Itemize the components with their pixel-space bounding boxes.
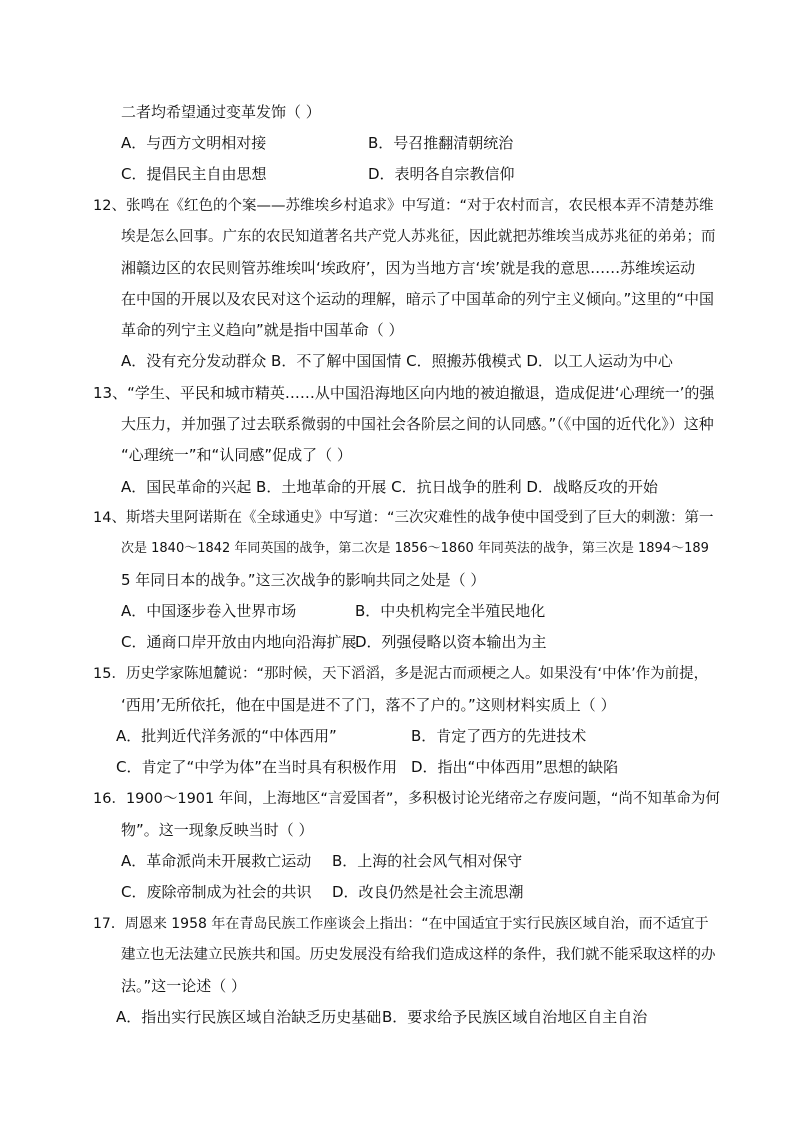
- q11-option-b: B．号召推翻清朝统治: [368, 134, 514, 152]
- q16-option-c: C．废除帝制成为社会的共识: [121, 883, 312, 901]
- q14-stem-line3: 5 年同日本的战争。”这三次战争的影响共同之处是（ ）: [121, 571, 486, 589]
- q14-option-b: B．中央机构完全半殖民地化: [355, 602, 546, 620]
- q15-option-b: B．肯定了西方的先进技术: [411, 727, 587, 745]
- q16-stem-line1: 16．1900～1901 年间，上海地区“言爱国者”，多积极讨论光绪帝之存废问题，“尚不知革命为何: [93, 791, 720, 807]
- q17-stem-line1: 17．周恩来 1958 年在青岛民族工作座谈会上指出：“在中国适宜于实行民族区域自治，而不适宜于: [93, 916, 709, 932]
- q17-stem-line2: 建立也无法建立民族共和国。历史发展没有给我们造成这样的条件，我们就不能采取这样的办: [121, 947, 716, 963]
- q17-option-b: B．要求给予民族区域自治地区自主自治: [382, 1008, 648, 1026]
- q14-option-a: A．中国逐步卷入世界市场: [121, 602, 297, 620]
- q14-option-d: D．列强侵略以资本输出为主: [355, 633, 547, 651]
- q14-stem-line2: 次是 1840～1842 年同英国的战争，第二次是 1856～1860 年同英法的战争，第三次是 1894～189: [121, 541, 709, 556]
- q13-stem-line3: “心理统一”和“认同感”促成了（ ）: [121, 446, 352, 464]
- q14-stem-line1: 14、斯塔夫里阿诺斯在《全球通史》中写道：“三次灾难性的战争使中国受到了巨大的刺激：第一: [93, 510, 714, 526]
- q11-stem-tail: 二者均希望通过变革发饰（ ）: [121, 103, 321, 121]
- q16-stem-line2: 物”。这一现象反映当时（ ）: [121, 821, 314, 839]
- q16-option-a: A．革命派尚未开展救亡运动: [121, 852, 312, 870]
- q15-option-a: A．批判近代洋务派的“中体西用”: [116, 727, 337, 745]
- q12-stem-line2: 埃是怎么回事。广东的农民知道著名共产党人苏兆征，因此就把苏维埃当成苏兆征的弟弟；而: [121, 229, 716, 245]
- q12-stem-line1: 12、张鸣在《红色的个案——苏维埃乡村追求》中写道：“对于农村而言，农民根本弄不清楚苏维: [93, 198, 714, 214]
- q12-stem-line5: 革命的列宁主义趋向”就是指中国革命（ ）: [121, 321, 404, 339]
- q15-stem-line1: 15．历史学家陈旭麓说：“那时候，天下滔滔，多是泥古而顽梗之人。如果没有‘中体’作为前提，: [93, 666, 709, 682]
- q15-stem-line2: ‘西用’无所依托，他在中国是进不了门，落不了户的。”这则材料实质上（ ）: [121, 696, 616, 714]
- q14-option-c: C．通商口岸开放由内地向沿海扩展: [121, 633, 357, 651]
- q15-option-c: C．肯定了“中学为体”在当时具有积极作用: [116, 758, 398, 776]
- q13-options: A．国民革命的兴起 B．土地革命的开展 C．抗日战争的胜利 D．战略反攻的开始: [121, 478, 658, 496]
- q16-option-d: D．改良仍然是社会主流思潮: [332, 883, 524, 901]
- q16-option-b: B．上海的社会风气相对保守: [332, 852, 523, 870]
- q17-option-a: A．指出实行民族区域自治缺乏历史基础: [116, 1008, 382, 1026]
- q11-option-a: A．与西方文明相对接: [121, 134, 267, 152]
- q11-option-c: C．提倡民主自由思想: [121, 165, 267, 183]
- q13-stem-line1: 13、“学生、平民和城市精英……从中国沿海地区向内地的被迫撤退，造成促进‘心理统一’的强: [93, 384, 715, 402]
- q12-stem-line3: 湘赣边区的农民则管苏维埃叫‘埃政府’，因为当地方言‘埃’就是我的意思……苏维埃运动: [121, 259, 696, 277]
- q12-options: A．没有充分发动群众 B．不了解中国国情 C．照搬苏俄模式 D．以工人运动为中心: [121, 352, 673, 370]
- q12-stem-line4: 在中国的开展以及农民对这个运动的理解，暗示了中国革命的列宁主义倾向。”这里的“中国: [121, 290, 715, 308]
- q13-stem-line2: 大压力，并加强了过去联系微弱的中国社会各阶层之间的认同感。”（《中国的近代化》）这种: [121, 415, 714, 433]
- q11-option-d: D．表明各自宗教信仰: [368, 165, 515, 183]
- q17-stem-line3: 法。”这一论述（ ）: [121, 977, 247, 995]
- q15-option-d: D．指出“中体西用”思想的缺陷: [411, 758, 619, 776]
